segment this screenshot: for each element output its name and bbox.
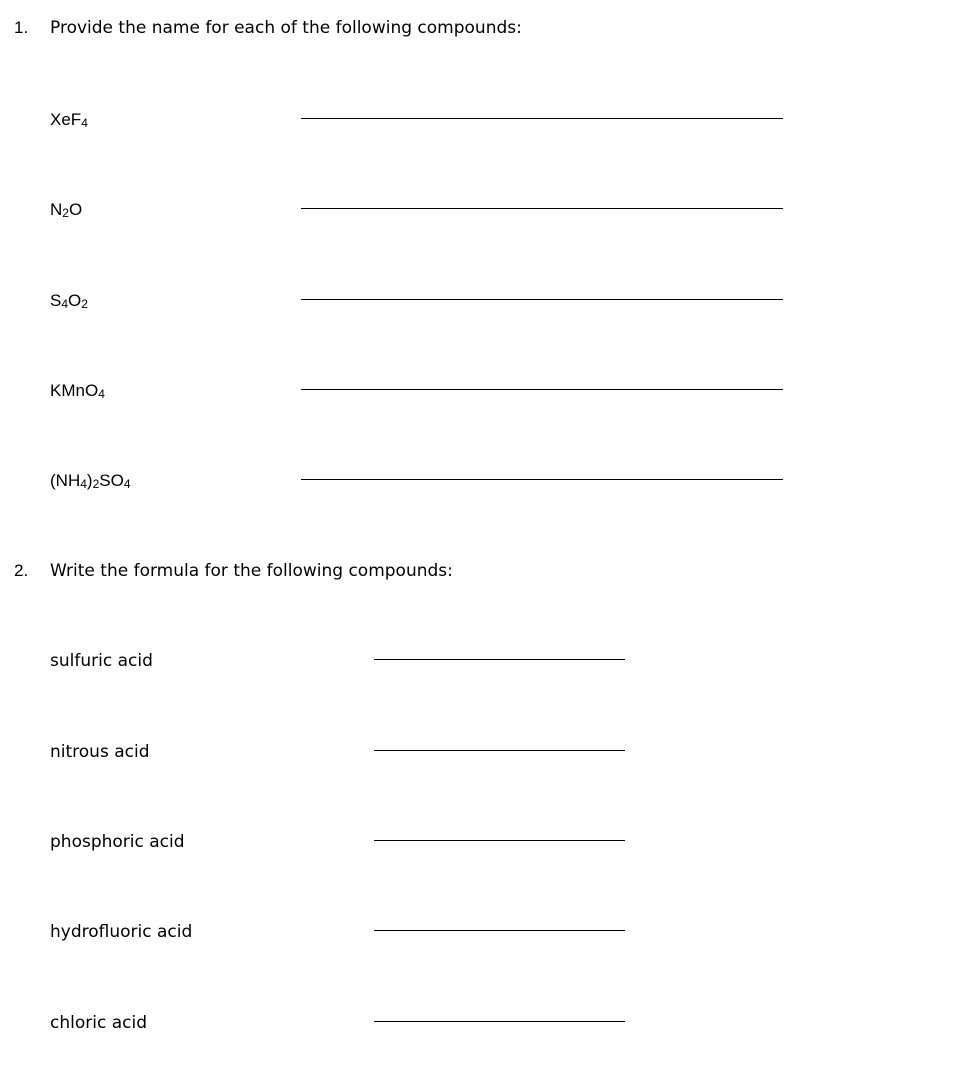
answer-blank[interactable] (301, 118, 783, 119)
compound-formula (50, 109, 88, 131)
formula-subscript: 2 (81, 297, 88, 311)
formula-subscript: 2 (62, 206, 69, 220)
acid-name: hydrofluoric acid (50, 922, 193, 942)
acid-name: chloric acid (50, 1013, 147, 1033)
acid-row (0, 921, 958, 951)
formula-text: SO (99, 471, 124, 490)
answer-blank[interactable] (301, 389, 783, 390)
answer-blank[interactable] (374, 840, 625, 841)
formula-subscript: 4 (98, 387, 105, 401)
acid-row (0, 650, 958, 680)
answer-blank[interactable] (374, 659, 625, 660)
formula-text: O (68, 291, 82, 310)
formula-text: KMnO (50, 381, 99, 400)
formula-subscript: 2 (92, 477, 100, 491)
formula-text: XeF (50, 110, 82, 129)
acid-row (0, 831, 958, 861)
compound-row (0, 109, 958, 139)
answer-blank[interactable] (374, 1021, 625, 1022)
compound-row (0, 290, 958, 320)
compound-formula (50, 199, 82, 221)
answer-blank[interactable] (301, 479, 783, 480)
formula-subscript: 4 (81, 116, 88, 130)
answer-blank[interactable] (374, 750, 625, 751)
answer-blank[interactable] (301, 299, 783, 300)
formula-text: S (50, 291, 62, 310)
compound-row (0, 199, 958, 229)
answer-blank[interactable] (301, 208, 783, 209)
acid-name: sulfuric acid (50, 651, 153, 671)
compound-row (0, 470, 958, 500)
acid-name: phosphoric acid (50, 832, 185, 852)
formula-text: ) (86, 471, 93, 490)
formula-subscript: 4 (61, 297, 69, 311)
compound-formula (50, 290, 88, 312)
acid-row (0, 741, 958, 771)
formula-text: O (68, 200, 83, 219)
acid-row (0, 1012, 958, 1042)
formula-subscript: 4 (80, 477, 87, 491)
question-1-prompt: Provide the name for each of the following compounds: (50, 18, 522, 38)
question-2-prompt: Write the formula for the following compounds: (50, 561, 453, 581)
compound-row (0, 380, 958, 410)
answer-blank[interactable] (374, 930, 625, 931)
compound-formula (50, 380, 105, 402)
question-2-number: 2. (14, 561, 29, 580)
question-1-number: 1. (14, 18, 29, 37)
formula-text: (NH (50, 471, 81, 490)
compound-formula (50, 470, 131, 492)
acid-name: nitrous acid (50, 742, 150, 762)
formula-subscript: 4 (123, 477, 131, 491)
formula-text: N (50, 200, 63, 219)
